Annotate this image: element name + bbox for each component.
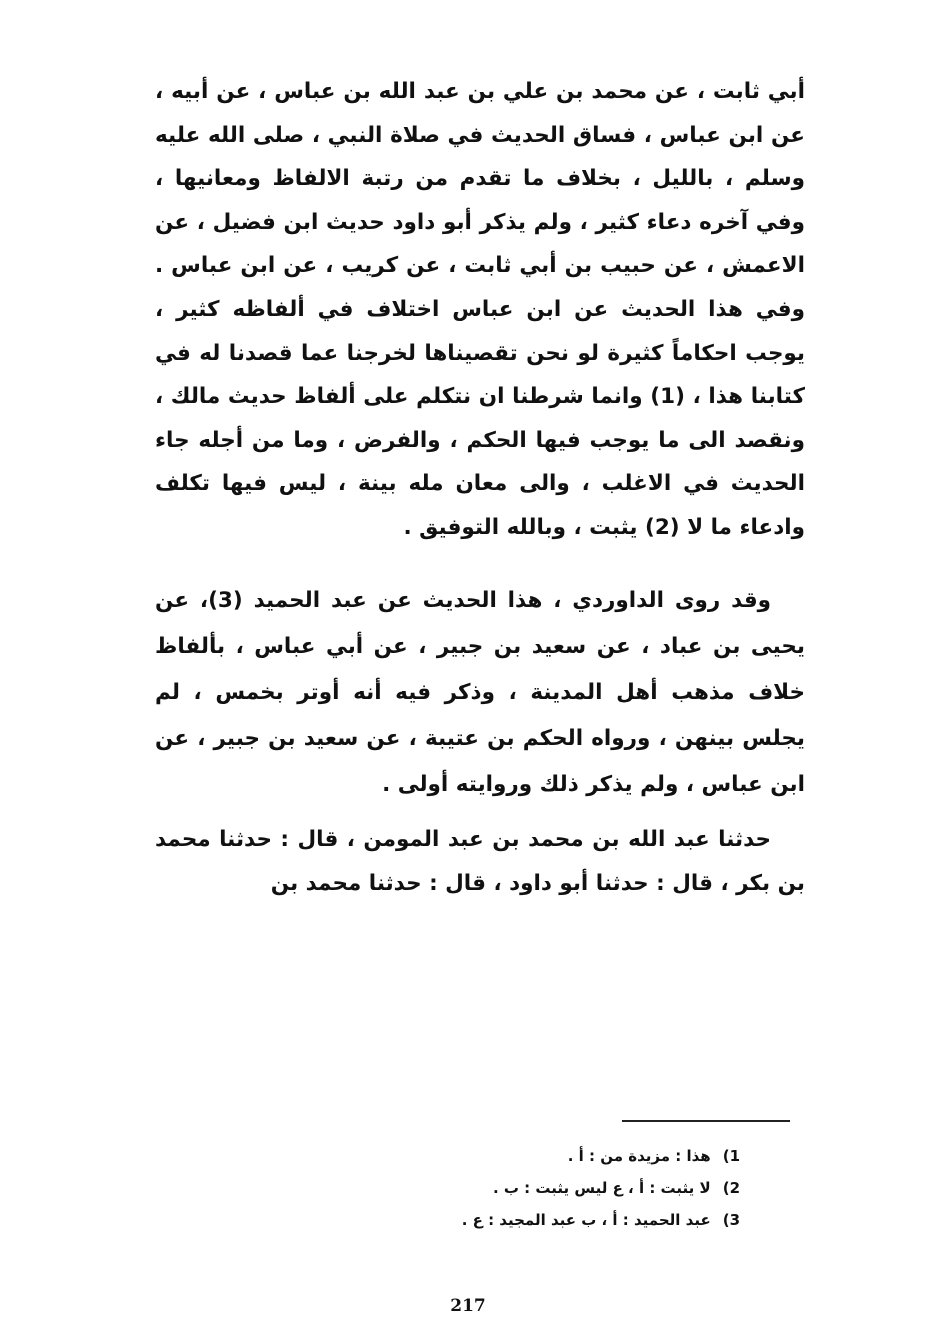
footnote-text: هذا : مزيدة من : أ . — [567, 1147, 711, 1165]
footnote-2 — [330, 1172, 740, 1204]
footnotes — [330, 1140, 740, 1236]
footnote-separator — [622, 1120, 790, 1122]
footnote-text: عبد الحميد : أ ، ب عبد المجيد : ع . — [461, 1211, 711, 1229]
footnote-text: لا يثبت : أ ، ع ليس يثبت : ب . — [492, 1179, 711, 1197]
paragraph-3: حدثنا عبد الله بن محمد بن عبد المومن ، قال : حدثنا محمد بن بكر ، قال : حدثنا أبو داود ، قال : حدثنا محمد بن — [155, 827, 805, 896]
page-number: 217 — [450, 1296, 486, 1316]
footnote-1 — [330, 1140, 740, 1172]
footnote-number: 3) — [722, 1211, 740, 1229]
footnote-3 — [330, 1204, 740, 1236]
paragraph-2: وقد روى الداوردي ، هذا الحديث عن عبد الحميد (3)، عن يحيى بن عباد ، عن سعيد بن جبير ، عن أبي عباس ، بألفاظ خلاف مذهب أهل المدينة ، وذكر فيه أنه أوتر بخمس ، لم يجلس بينهن ، ورواه الحكم بن عتيبة ، عن سعيد بن جبير ، عن ابن عباس ، ولم يذكر ذلك وروايته أولى . — [155, 588, 805, 797]
footnote-number: 1) — [722, 1147, 740, 1165]
paragraph-1: أبي ثابت ، عن محمد بن علي بن عبد الله بن عباس ، عن أبيه ، عن ابن عباس ، فساق الحديث في صلاة النبي ، صلى الله عليه وسلم ، بالليل ، بخلاف ما تقدم من رتبة الالفاظ ومعانيها ، وفي آخره دعاء كثير ، ولم يذكر أبو داود حديث ابن فضيل ، عن الاعمش ، عن حبيب بن أبي ثابت ، عن كريب ، عن ابن عباس . وفي هذا الحديث عن ابن عباس اختلاف في ألفاظه كثير ، يوجب احكاماً كثيرة لو نحن تقصيناها لخرجنا عما قصدنا له في كتابنا هذا ، (1) وانما شرطنا ان نتكلم على ألفاظ حديث مالك ، ونقصد الى ما يوجب فيها الحكم ، والفرض ، وما من أجله جاء الحديث في الاغلب ، والى معان مله بينة ، ليس فيها تكلف وادعاء ما لا (2) يثبت ، وبالله التوفيق . — [155, 79, 805, 540]
footnote-number: 2) — [722, 1179, 740, 1197]
